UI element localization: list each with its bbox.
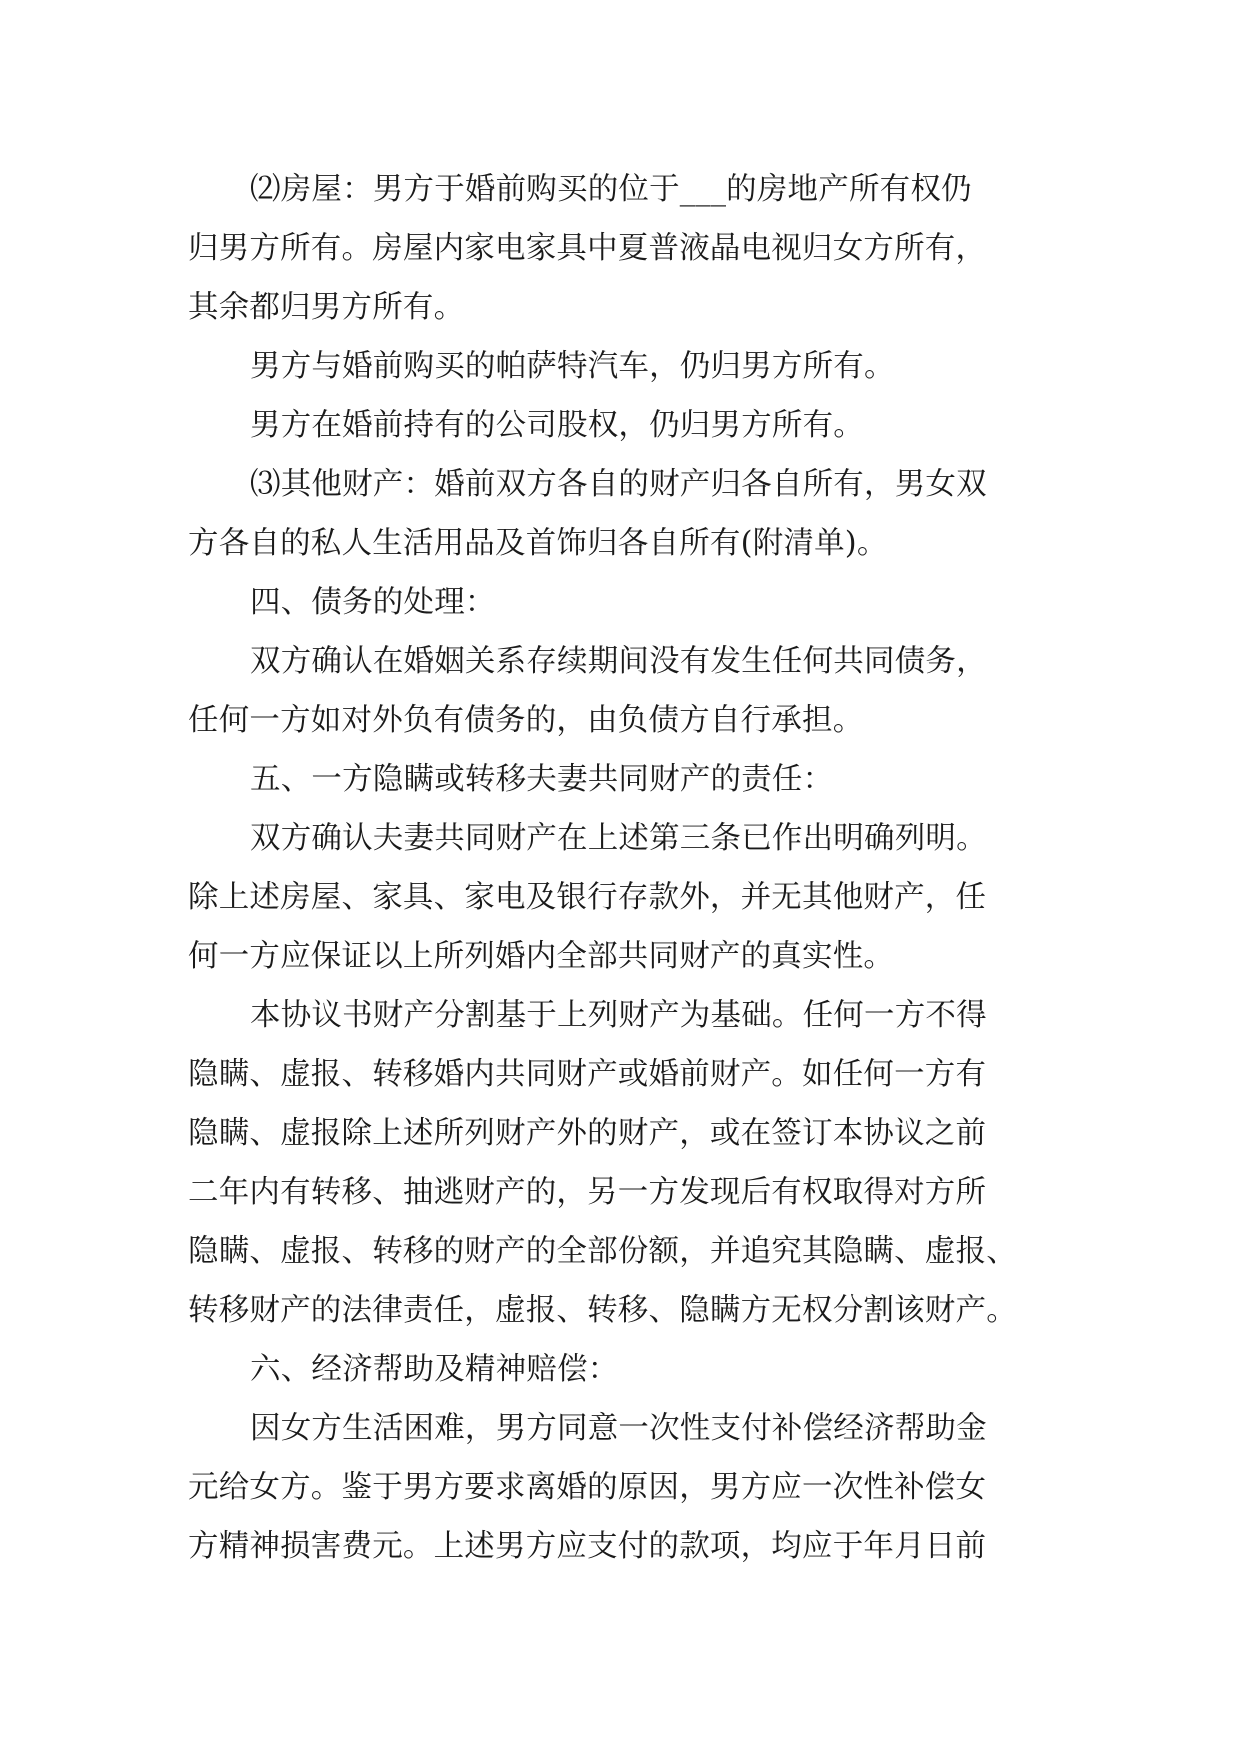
text-line: ⑶其他财产：婚前双方各自的财产归各自所有，男女双 xyxy=(250,467,987,502)
text-line: 双方确认夫妻共同财产在上述第三条已作出明确列明。 xyxy=(250,821,987,856)
text-line: 双方确认在婚姻关系存续期间没有发生任何共同债务， xyxy=(250,644,987,679)
text-line: 隐瞒、虚报、转移的财产的全部份额，并追究其隐瞒、虚报、 xyxy=(188,1234,1017,1269)
section-heading: 五、一方隐瞒或转移夫妻共同财产的责任： xyxy=(250,762,834,797)
text-line: 男方在婚前持有的公司股权，仍归男方所有。 xyxy=(250,408,864,443)
section-heading: 四、债务的处理： xyxy=(250,585,496,620)
text-line: 何一方应保证以上所列婚内全部共同财产的真实性。 xyxy=(188,939,895,974)
text-line: 元给女方。鉴于男方要求离婚的原因，男方应一次性补偿女 xyxy=(188,1470,987,1505)
text-line: 本协议书财产分割基于上列财产为基础。任何一方不得 xyxy=(250,998,987,1033)
text-line: 男方与婚前购买的帕萨特汽车，仍归男方所有。 xyxy=(250,349,895,384)
text-line: 转移财产的法律责任，虚报、转移、隐瞒方无权分割该财产。 xyxy=(188,1293,1017,1328)
text-line: 因女方生活困难，男方同意一次性支付补偿经济帮助金 xyxy=(250,1411,987,1446)
text-line: 方精神损害费元。上述男方应支付的款项，均应于年月日前 xyxy=(188,1529,987,1564)
text-line: 除上述房屋、家具、家电及银行存款外，并无其他财产，任 xyxy=(188,880,987,915)
text-line: ⑵房屋：男方于婚前购买的位于___的房地产所有权仍 xyxy=(250,172,972,207)
text-line: 方各自的私人生活用品及首饰归各自所有(附清单)。 xyxy=(188,526,888,561)
text-line: 任何一方如对外负有债务的，由负债方自行承担。 xyxy=(188,703,864,738)
text-line: 隐瞒、虚报、转移婚内共同财产或婚前财产。如任何一方有 xyxy=(188,1057,987,1092)
text-line: 归男方所有。房屋内家电家具中夏普液晶电视归女方所有， xyxy=(188,231,987,266)
text-line: 隐瞒、虚报除上述所列财产外的财产，或在签订本协议之前 xyxy=(188,1116,987,1151)
section-heading: 六、经济帮助及精神赔偿： xyxy=(250,1352,619,1387)
text-line: 其余都归男方所有。 xyxy=(188,290,465,325)
text-line: 二年内有转移、抽逃财产的，另一方发现后有权取得对方所 xyxy=(188,1175,987,1210)
